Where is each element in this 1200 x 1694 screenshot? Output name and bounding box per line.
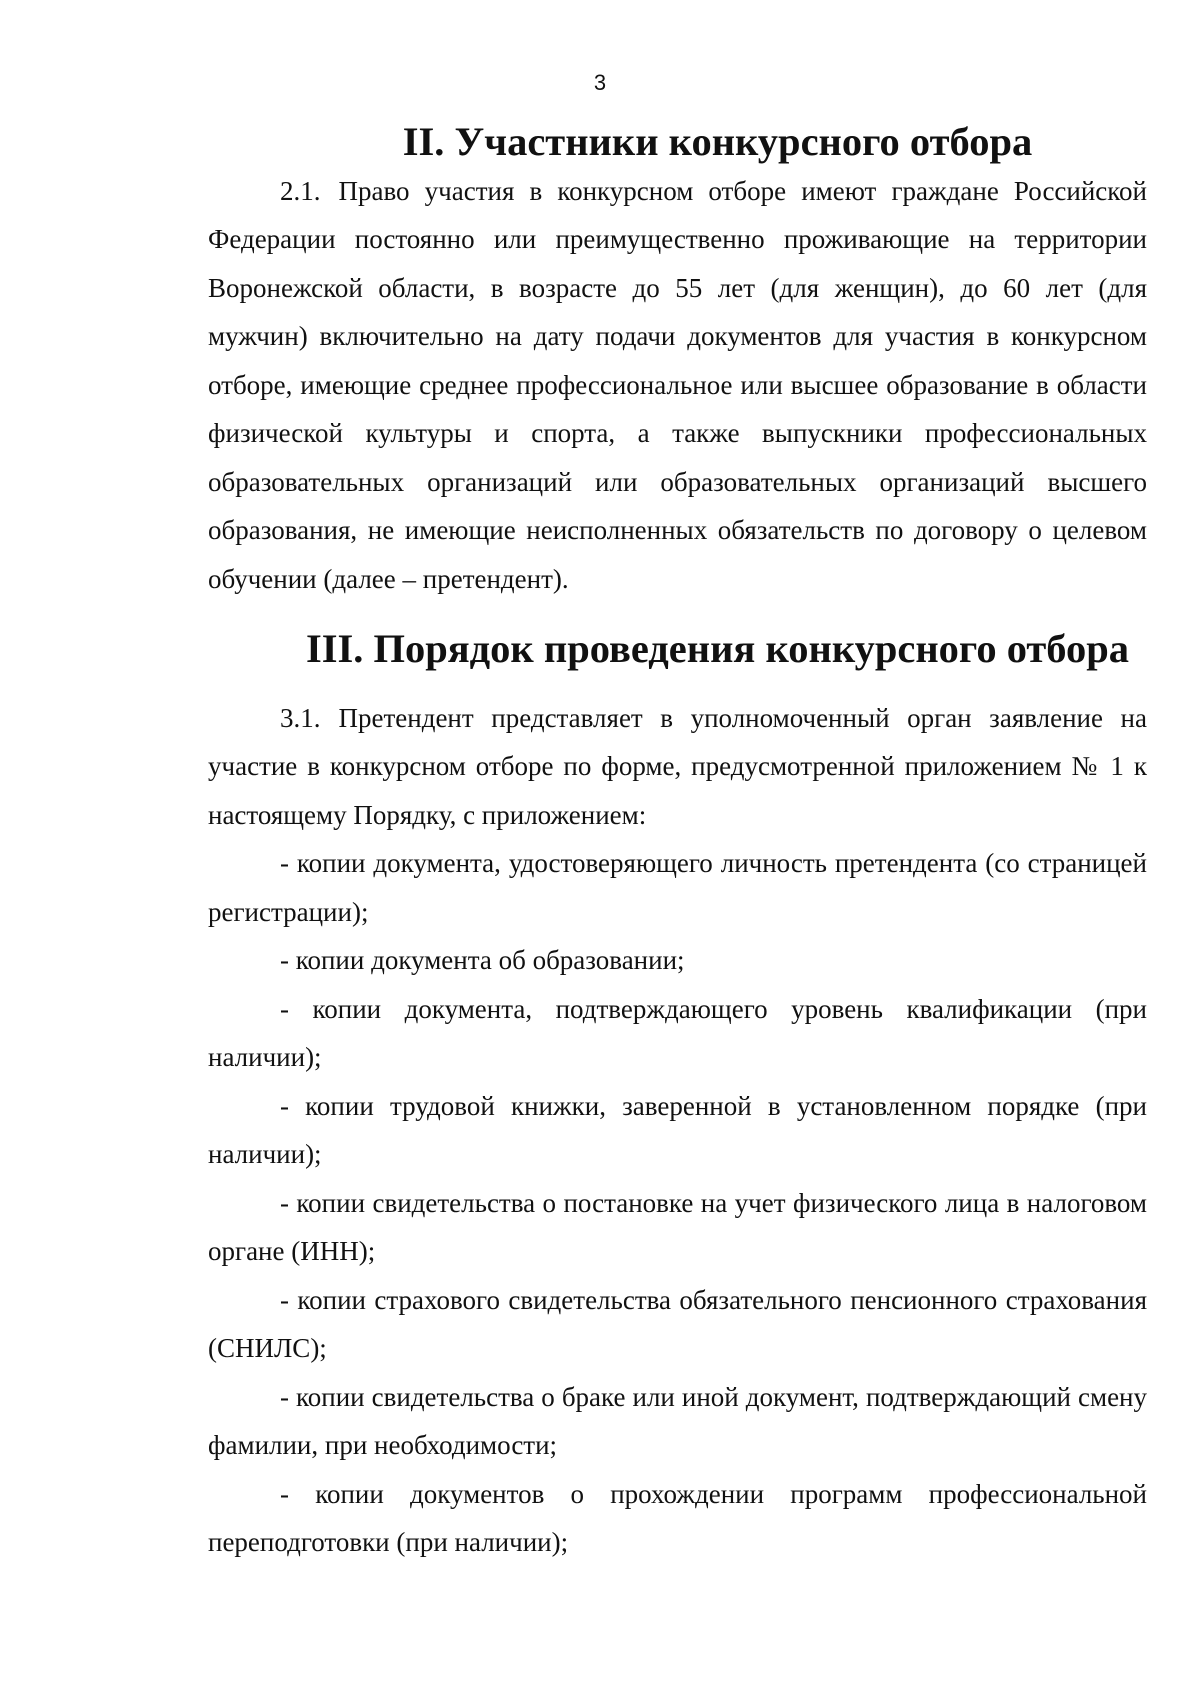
- paragraph-3-1: [208, 694, 1147, 840]
- list-item: - копии страхового свидетельства обязательного пенсионного страхования (СНИЛС);: [208, 1284, 1147, 1363]
- list-item: - копии трудовой книжки, заверенной в установленном порядке (при наличии);: [208, 1090, 1147, 1169]
- paragraph-number: 2.1.: [280, 175, 321, 206]
- list-item: - копии документа, удостоверяющего личность претендента (со страницей регистрации);: [208, 848, 1147, 927]
- section-heading-participants: II. Участники конкурсного отбора: [402, 119, 1033, 164]
- list-item: - копии свидетельства о браке или иной документ, подтверждающий смену фамилии, при необходимости;: [208, 1381, 1147, 1460]
- list-item: - копии свидетельства о постановке на учет физического лица в налоговом органе (ИНН);: [208, 1187, 1147, 1266]
- section-heading-procedure: III. Порядок проведения конкурсного отбора: [305, 626, 1130, 671]
- attachment-list: [208, 839, 1147, 1567]
- list-item: - копии документа об образовании;: [280, 945, 685, 975]
- list-item: - копии документа, подтверждающего уровень квалификации (при наличии);: [208, 993, 1147, 1072]
- paragraph-number: 3.1.: [280, 702, 321, 733]
- page-number: 3: [593, 70, 607, 95]
- document-body: [208, 118, 1147, 1567]
- paragraph-2-1: [208, 167, 1147, 604]
- paragraph-text: Право участия в конкурсном отборе имеют граждане Российской Федерации постоянно или преимущественно проживающие на территории Воронежской области, в возрасте до 55 лет (для женщин), до 60 лет (для мужчин) включительно на дату подачи документов для участия в конкурсном отборе, имеющие среднее профессиональное или высшее образование в области физической культуры и спорта, а также выпускники профессиональных образовательных организаций или образовательных организаций высшего образования, не имеющие неисполненных обязательств по договору о целевом обучении (далее – претендент).: [208, 175, 1147, 594]
- list-item: - копии документов о прохождении программ профессиональной переподготовки (при наличии);: [208, 1478, 1147, 1557]
- paragraph-text: Претендент представляет в уполномоченный орган заявление на участие в конкурсном отборе по форме, предусмотренной приложением № 1 к настоящему Порядку, с приложением:: [208, 702, 1147, 830]
